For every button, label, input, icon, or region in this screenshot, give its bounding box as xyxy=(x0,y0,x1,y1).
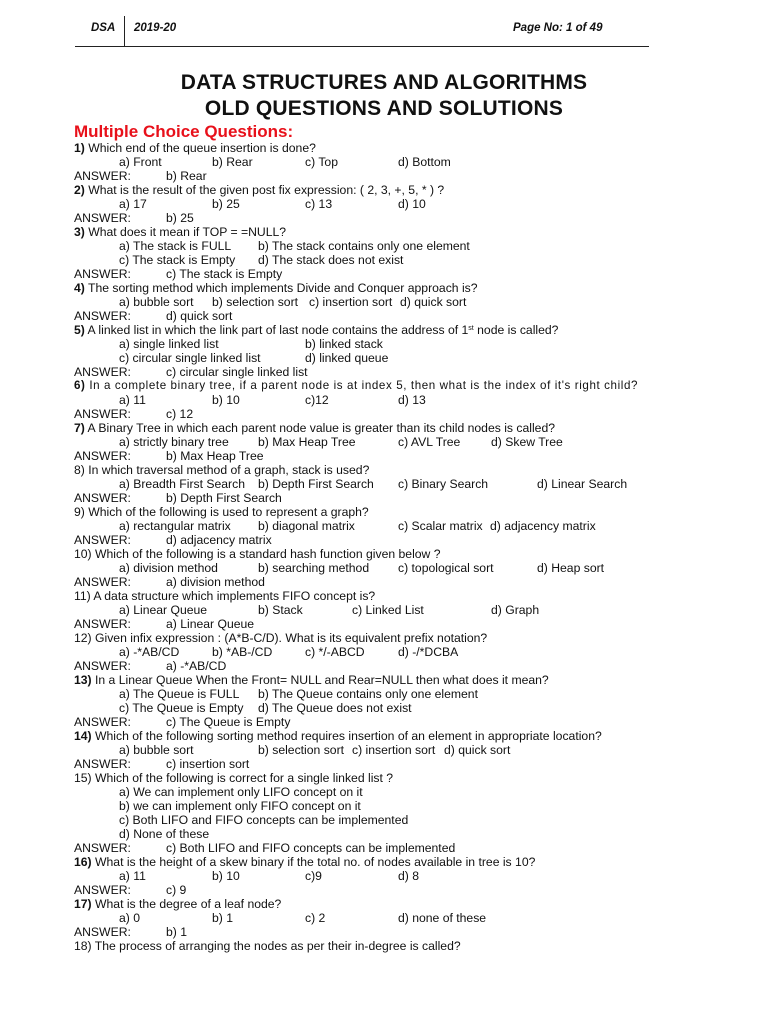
answer-option: d) quick sort xyxy=(400,295,467,309)
question-text xyxy=(74,463,369,477)
question-number: 6) xyxy=(74,379,86,392)
answer-option: d) None of these xyxy=(119,827,210,841)
question-number: 12) xyxy=(74,631,92,645)
answer-value: c) 12 xyxy=(166,407,194,421)
answer-option: c) 13 xyxy=(305,197,333,211)
question-number: 1) xyxy=(74,141,85,155)
question-text xyxy=(74,281,478,295)
answer-option: b) Depth First Search xyxy=(258,477,374,491)
question-number: 9) xyxy=(74,505,85,519)
question-text xyxy=(74,141,316,155)
answer-label: ANSWER: xyxy=(74,883,131,897)
answer-label: ANSWER: xyxy=(74,757,131,771)
answer-label: ANSWER: xyxy=(74,925,131,939)
answer-option: d) The stack does not exist xyxy=(258,253,404,267)
answer-option: b) linked stack xyxy=(305,337,383,351)
answer-option: d) -/*DCBA xyxy=(398,645,459,659)
answer-option: a) The Queue is FULL xyxy=(119,687,240,701)
answer-value: b) 25 xyxy=(166,211,194,225)
question-text xyxy=(74,225,286,239)
answer-option: b) Stack xyxy=(258,603,303,617)
answer-option: b) The stack contains only one element xyxy=(258,239,470,253)
answer-label: ANSWER: xyxy=(74,309,131,323)
question-text xyxy=(74,673,549,687)
answer-option: b) searching method xyxy=(258,561,370,575)
answer-label: ANSWER: xyxy=(74,533,131,547)
answer-label: ANSWER: xyxy=(74,267,131,281)
question-prompt: Which end of the queue insertion is done? xyxy=(84,141,316,155)
answer-option: d) adjacency matrix xyxy=(490,519,596,533)
question-text xyxy=(74,547,441,561)
answer-option: d) quick sort xyxy=(444,743,511,757)
answer-option: c)12 xyxy=(305,393,329,407)
header-year: 2019-20 xyxy=(134,22,177,34)
answer-option: d) none of these xyxy=(398,911,487,925)
question-prompt: Given infix expression : (A*B-C/D). What is its equivalent prefix notation? xyxy=(91,631,488,645)
answer-label: ANSWER: xyxy=(74,365,131,379)
answer-option: a) rectangular matrix xyxy=(119,519,231,533)
document-title: DATA STRUCTURES AND ALGORITHMS xyxy=(180,71,588,94)
question-prompt: In a complete binary tree, if a parent node is at index 5, then what is the index of it's right child? xyxy=(85,379,639,392)
answer-value: c) insertion sort xyxy=(166,757,250,771)
question-text xyxy=(74,729,602,743)
answer-option: c) Scalar matrix xyxy=(398,519,483,533)
header-divider xyxy=(124,16,125,46)
question-number: 18) xyxy=(74,939,92,953)
question-number: 13) xyxy=(74,673,92,687)
answer-option: a) bubble sort xyxy=(119,295,194,309)
question-prompt: The process of arranging the nodes as per their in-degree is called? xyxy=(91,939,461,953)
section-title: Multiple Choice Questions: xyxy=(74,122,294,141)
answer-option: c) circular single linked list xyxy=(119,351,261,365)
answer-option: c) insertion sort xyxy=(309,295,393,309)
header-subject: DSA xyxy=(91,22,116,34)
question-prompt: Which of the following is used to represent a graph? xyxy=(84,505,369,519)
question-number: 8) xyxy=(74,463,85,477)
answer-label: ANSWER: xyxy=(74,169,131,183)
answer-option: a) We can implement only LIFO concept on it xyxy=(119,785,363,799)
question-number: 2) xyxy=(74,183,85,197)
answer-option: d) Skew Tree xyxy=(491,435,563,449)
question-text xyxy=(74,505,369,519)
answer-option: d) The Queue does not exist xyxy=(258,701,412,715)
answer-label: ANSWER: xyxy=(74,659,131,673)
answer-option: b) 25 xyxy=(212,197,240,211)
question-number: 7) xyxy=(74,421,85,435)
answer-value: b) Depth First Search xyxy=(166,491,282,505)
answer-value: a) division method xyxy=(166,575,265,589)
question-prompt: A Binary Tree in which each parent node value is greater than its child nodes is called? xyxy=(84,421,556,435)
answer-option: a) Front xyxy=(119,155,162,169)
answer-label: ANSWER: xyxy=(74,841,131,855)
question-prompt: What does it mean if TOP = =NULL? xyxy=(84,225,287,239)
answer-option: a) 11 xyxy=(119,393,146,407)
answer-label: ANSWER: xyxy=(74,617,131,631)
answer-value: c) The stack is Empty xyxy=(166,267,283,281)
answer-option: c) insertion sort xyxy=(352,743,436,757)
answer-option: a) 17 xyxy=(119,197,147,211)
answer-value: c) 9 xyxy=(166,883,187,897)
answer-value: a) Linear Queue xyxy=(166,617,255,631)
question-text xyxy=(74,771,393,785)
answer-option: a) 0 xyxy=(119,911,141,925)
answer-option: d) linked queue xyxy=(305,351,389,365)
answer-option: c) The stack is Empty xyxy=(119,253,236,267)
answer-option: a) Breadth First Search xyxy=(119,477,245,491)
question-text xyxy=(74,421,555,435)
answer-option: c) 2 xyxy=(305,911,326,925)
answer-option: d) 10 xyxy=(398,197,426,211)
answer-value: c) Both LIFO and FIFO concepts can be implemented xyxy=(166,841,456,855)
answer-option: b) The Queue contains only one element xyxy=(258,687,478,701)
answer-option: b) selection sort xyxy=(212,295,299,309)
question-number: 15) xyxy=(74,771,92,785)
answer-value: c) circular single linked list xyxy=(166,365,308,379)
answer-option: b) diagonal matrix xyxy=(258,519,355,533)
question-text xyxy=(74,855,535,869)
header-page-number: Page No: 1 of 49 xyxy=(513,22,603,34)
answer-value: b) 1 xyxy=(166,925,188,939)
question-text xyxy=(74,631,487,645)
answer-option: d) Graph xyxy=(491,603,540,617)
question-number: 14) xyxy=(74,729,92,743)
question-number: 4) xyxy=(74,281,85,295)
answer-option: a) single linked list xyxy=(119,337,219,351)
answer-option: a) The stack is FULL xyxy=(119,239,232,253)
question-prompt: What is the result of the given post fix expression: ( 2, 3, +, 5, * ) ? xyxy=(84,183,445,197)
question-prompt: What is the height of a skew binary if the total no. of nodes available in tree is 10? xyxy=(91,855,536,869)
question-text xyxy=(74,897,281,911)
question-text xyxy=(74,589,375,603)
question-text xyxy=(74,183,444,197)
header-rule xyxy=(75,46,649,47)
question-text xyxy=(74,323,558,337)
answer-option: c) Linked List xyxy=(352,603,424,617)
question-prompt: In which traversal method of a graph, stack is used? xyxy=(84,463,370,477)
answer-option: b) selection sort xyxy=(258,743,345,757)
answer-option: c) */-ABCD xyxy=(305,645,365,659)
question-prompt: A data structure which implements FIFO concept is? xyxy=(90,589,376,603)
answer-option: b) Max Heap Tree xyxy=(258,435,356,449)
page-header xyxy=(0,0,768,60)
answer-option: b) we can implement only FIFO concept on it xyxy=(119,799,361,813)
answer-option: d) 13 xyxy=(398,393,426,407)
question-text xyxy=(74,939,461,953)
question-prompt: A linked list in which the link part of last node contains the address of 1 xyxy=(84,323,469,337)
answer-option: d) 8 xyxy=(398,869,420,883)
question-number: 3) xyxy=(74,225,85,239)
answer-option: a) -*AB/CD xyxy=(119,645,180,659)
answer-option: a) 11 xyxy=(119,869,146,883)
question-prompt: What is the degree of a leaf node? xyxy=(91,897,282,911)
answer-value: b) Max Heap Tree xyxy=(166,449,264,463)
answer-option: a) bubble sort xyxy=(119,743,194,757)
question-number: 5) xyxy=(74,323,85,337)
superscript: st xyxy=(468,325,474,332)
question-prompt: Which of the following sorting method requires insertion of an element in appropriate location? xyxy=(91,729,602,743)
answer-option: c)9 xyxy=(305,869,322,883)
question-prompt: In a Linear Queue When the Front= NULL and Rear=NULL then what does it mean? xyxy=(91,673,549,687)
question-prompt-rest: node is called? xyxy=(473,323,559,337)
answer-option: a) division method xyxy=(119,561,218,575)
question-number: 16) xyxy=(74,855,92,869)
answer-option: b) 10 xyxy=(212,869,240,883)
answer-option: c) topological sort xyxy=(398,561,494,575)
answer-label: ANSWER: xyxy=(74,449,131,463)
answer-option: b) 10 xyxy=(212,393,240,407)
answer-value: d) quick sort xyxy=(166,309,233,323)
question-prompt: Which of the following is correct for a single linked list ? xyxy=(91,771,394,785)
answer-option: c) AVL Tree xyxy=(398,435,461,449)
answer-option: b) Rear xyxy=(212,155,253,169)
answer-option: b) 1 xyxy=(212,911,234,925)
answer-label: ANSWER: xyxy=(74,575,131,589)
answer-label: ANSWER: xyxy=(74,211,131,225)
answer-option: a) strictly binary tree xyxy=(119,435,229,449)
answer-label: ANSWER: xyxy=(74,715,131,729)
question-text xyxy=(74,379,638,393)
answer-option: d) Heap sort xyxy=(537,561,605,575)
answer-value: d) adjacency matrix xyxy=(166,533,272,547)
question-prompt: The sorting method which implements Divide and Conquer approach is? xyxy=(84,281,478,295)
answer-option: d) Linear Search xyxy=(537,477,628,491)
question-number: 17) xyxy=(74,897,92,911)
answer-option: a) Linear Queue xyxy=(119,603,208,617)
document-subtitle: OLD QUESTIONS AND SOLUTIONS xyxy=(204,97,564,120)
answer-value: c) The Queue is Empty xyxy=(166,715,291,729)
answer-option: c) Binary Search xyxy=(398,477,489,491)
answer-option: c) Both LIFO and FIFO concepts can be implemented xyxy=(119,813,409,827)
answer-option: c) Top xyxy=(305,155,338,169)
question-number: 10) xyxy=(74,547,92,561)
answer-label: ANSWER: xyxy=(74,491,131,505)
answer-option: d) Bottom xyxy=(398,155,451,169)
answer-value: b) Rear xyxy=(166,169,207,183)
question-prompt: Which of the following is a standard hash function given below ? xyxy=(91,547,441,561)
answer-label: ANSWER: xyxy=(74,407,131,421)
answer-value: a) -*AB/CD xyxy=(166,659,227,673)
answer-option: b) *AB-/CD xyxy=(212,645,273,659)
question-number: 11) xyxy=(74,589,91,603)
answer-option: c) The Queue is Empty xyxy=(119,701,244,715)
